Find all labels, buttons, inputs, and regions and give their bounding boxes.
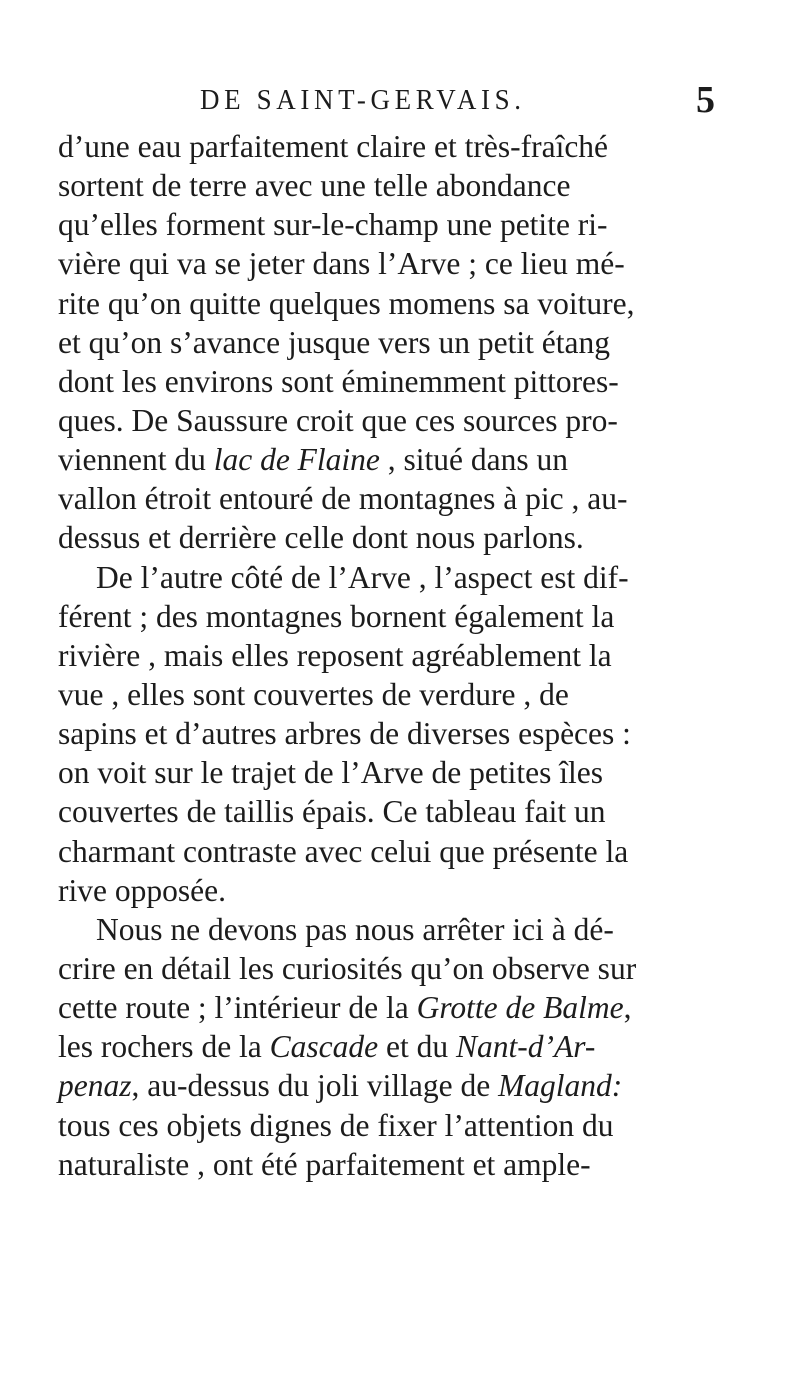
text-line	[58, 949, 738, 988]
text-line	[58, 597, 738, 636]
body-text	[58, 127, 738, 1184]
italic-phrase: Nant-d’Ar-	[456, 1029, 596, 1065]
text-line	[58, 205, 738, 244]
text-segment: on voit sur le trajet de l’Arve de petites îles	[58, 755, 603, 791]
italic-phrase: Magland:	[498, 1068, 623, 1104]
running-head	[0, 78, 800, 124]
text-segment: viennent du	[58, 442, 214, 478]
text-line	[58, 1145, 738, 1184]
text-segment: qu’elles forment sur-le-champ une petite ri-	[58, 207, 608, 243]
text-line	[58, 1066, 738, 1105]
page-number: 5	[696, 79, 715, 121]
text-segment: rite qu’on quitte quelques momens sa voiture,	[58, 285, 635, 321]
text-segment: rive opposée.	[58, 872, 226, 908]
text-segment: dessus et derrière celle dont nous parlons.	[58, 520, 584, 556]
text-line	[58, 675, 738, 714]
text-segment: et qu’on s’avance jusque vers un petit étang	[58, 324, 610, 360]
text-segment: tous ces objets dignes de fixer l’attention du	[58, 1107, 614, 1143]
italic-phrase: lac de Flaine	[213, 442, 380, 478]
text-line	[58, 166, 738, 205]
text-line	[58, 714, 738, 753]
text-line	[58, 1106, 738, 1145]
text-line	[58, 636, 738, 675]
text-line	[58, 401, 738, 440]
text-segment: vallon étroit entouré de montagnes à pic , au-	[58, 481, 628, 517]
text-segment: d’une eau parfaitement claire et très-fraîché	[58, 129, 609, 164]
text-segment: sapins et d’autres arbres de diverses espèces :	[58, 716, 631, 752]
text-segment: , au-dessus du joli village de	[131, 1068, 499, 1104]
running-title: DE SAINT-GERVAIS.	[200, 84, 526, 116]
text-segment: vue , elles sont couvertes de verdure , de	[58, 676, 569, 712]
italic-phrase: Cascade	[269, 1029, 379, 1065]
text-segment: cette route ; l’intérieur de la	[58, 990, 417, 1026]
text-segment: charmant contraste avec celui que présente la	[58, 833, 629, 869]
text-line	[58, 988, 738, 1027]
text-segment: et du	[378, 1029, 456, 1065]
text-segment: férent ; des montagnes bornent également la	[58, 598, 615, 634]
text-line	[58, 871, 738, 910]
text-segment: couvertes de taillis épais. Ce tableau fait un	[58, 794, 606, 830]
text-line	[58, 753, 738, 792]
text-line	[58, 558, 738, 597]
text-segment: dont les environs sont éminemment pittores-	[58, 363, 619, 399]
text-line	[58, 518, 738, 557]
text-segment: ques. De Saussure croit que ces sources pro-	[58, 402, 618, 438]
text-segment: , situé dans un	[379, 442, 569, 478]
text-line	[58, 440, 738, 479]
text-line	[58, 832, 738, 871]
text-line	[58, 362, 738, 401]
italic-phrase: Grotte de Balme	[416, 990, 624, 1026]
text-segment: ,	[623, 990, 632, 1026]
text-line	[58, 323, 738, 362]
text-line	[58, 910, 738, 949]
text-line	[58, 244, 738, 283]
italic-phrase: penaz	[58, 1068, 132, 1104]
text-segment: les rochers de la	[58, 1029, 270, 1065]
text-line	[58, 1027, 738, 1066]
text-line	[58, 284, 738, 323]
text-line	[58, 479, 738, 518]
text-segment: rivière , mais elles reposent agréablement la	[58, 637, 612, 673]
text-line	[58, 127, 738, 166]
text-segment: Nous ne devons pas nous arrêter ici à dé-	[96, 911, 614, 947]
text-segment: vière qui va se jeter dans l’Arve ; ce lieu mé-	[58, 246, 625, 282]
text-segment: naturaliste , ont été parfaitement et ample-	[58, 1146, 591, 1182]
text-segment: De l’autre côté de l’Arve , l’aspect est dif-	[96, 559, 629, 595]
text-line	[58, 792, 738, 831]
text-segment: sortent de terre avec une telle abondance	[58, 168, 571, 204]
text-segment: crire en détail les curiosités qu’on observe sur	[58, 950, 637, 986]
